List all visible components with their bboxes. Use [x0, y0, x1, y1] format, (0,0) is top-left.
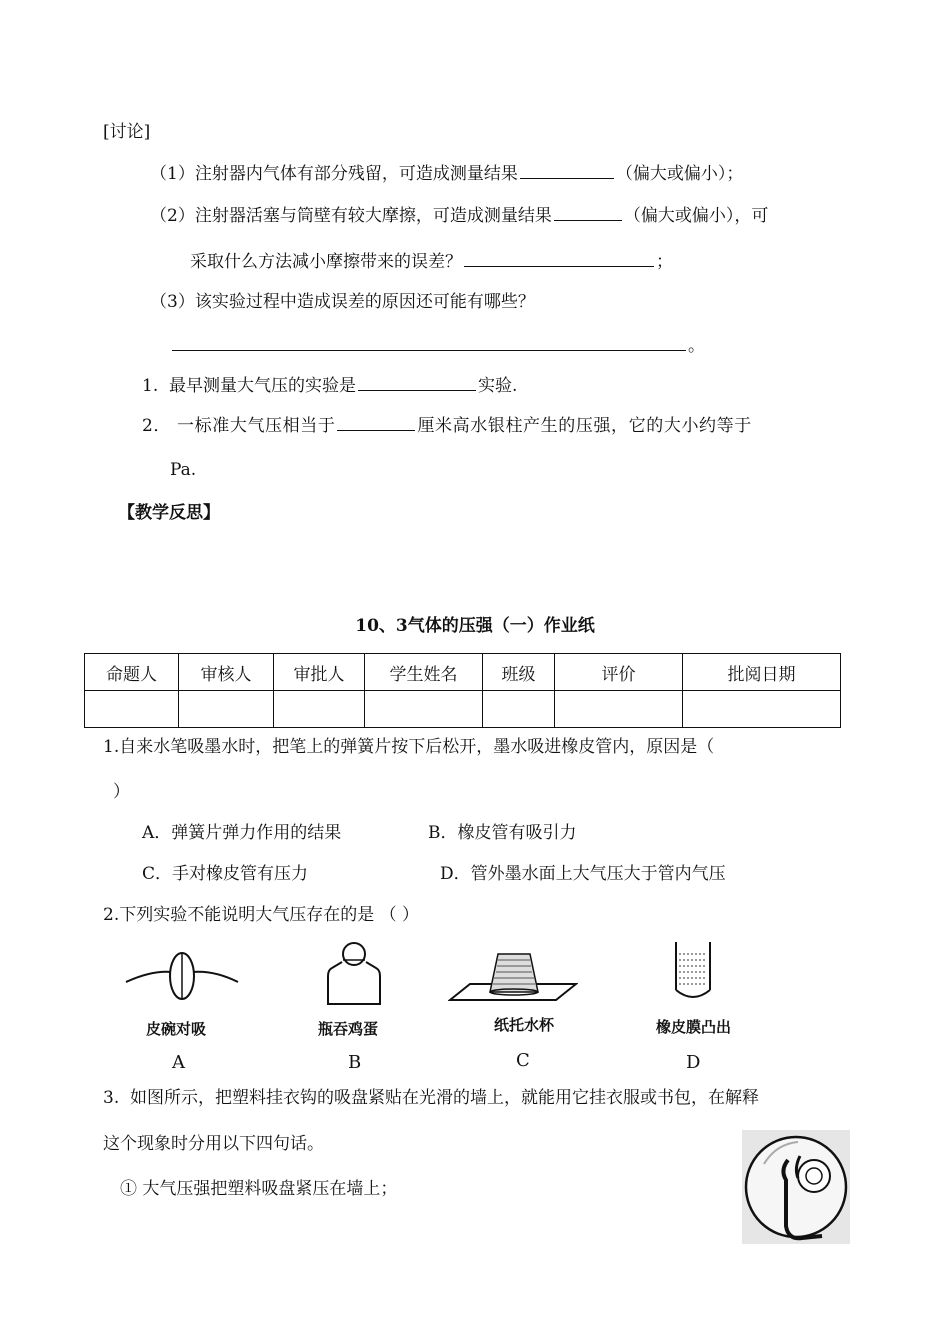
- fill-question-2: [142, 416, 752, 435]
- info-table: [84, 653, 841, 728]
- fill-question-1: [142, 376, 517, 395]
- question-text: 采取什么方法减小摩擦带来的误差？: [190, 252, 462, 272]
- question-text: 如图所示，把塑料挂衣钩的吸盘紧贴在光滑的墙上，就能用它挂衣服或书包，在解释: [130, 1088, 760, 1108]
- question-3-item-1: ① 大气压强把塑料吸盘紧压在墙上；: [120, 1179, 398, 1199]
- figure-caption: 瓶吞鸡蛋: [318, 1020, 379, 1038]
- figure-caption: 皮碗对吸: [146, 1020, 207, 1038]
- question-1: 1.自来水笔吸墨水时，把笔上的弹簧片按下后松开，墨水吸进橡皮管内，原因是（: [103, 737, 715, 757]
- discussion-question-3-answer: [170, 336, 705, 355]
- discussion-question-2-line2: [190, 252, 673, 271]
- question-3-line2: 这个现象时分用以下四句话。: [103, 1134, 324, 1154]
- question-tail: （偏大或偏小），可: [623, 206, 769, 226]
- table-cell[interactable]: [365, 691, 483, 728]
- question-text: （2）注射器活塞与筒壁有较大摩擦，可造成测量结果: [150, 206, 552, 226]
- table-row: [85, 691, 841, 728]
- figure-paper-cup: [448, 950, 578, 1006]
- question-mid: 厘米高水银柱产生的压强，它的大小约等于: [417, 416, 752, 436]
- reflection-heading: 【教学反思】: [118, 503, 220, 523]
- answer-blank[interactable]: [358, 376, 476, 391]
- answer-blank[interactable]: [464, 252, 654, 267]
- question-text: （1）注射器内气体有部分残留，可造成测量结果: [150, 164, 518, 184]
- question-tail: ；: [656, 252, 673, 272]
- table-cell[interactable]: [179, 691, 274, 728]
- answer-blank[interactable]: [520, 164, 614, 179]
- discussion-question-1: [150, 164, 743, 183]
- table-header-cell: 批阅日期: [683, 654, 841, 691]
- question-1-option-d[interactable]: D．管外墨水面上大气压大于管内气压: [440, 864, 726, 884]
- answer-blank[interactable]: [554, 206, 622, 221]
- figure-letter[interactable]: A: [172, 1052, 185, 1073]
- table-cell[interactable]: [555, 691, 683, 728]
- figure-letter[interactable]: B: [348, 1052, 362, 1073]
- figure-caption: 橡皮膜凸出: [656, 1018, 732, 1036]
- question-3: [103, 1090, 759, 1107]
- figure-bottle-egg: [320, 940, 390, 1010]
- table-cell[interactable]: [483, 691, 555, 728]
- table-header-cell: 审核人: [179, 654, 274, 691]
- homework-title: 10、3气体的压强（一）作业纸: [355, 616, 595, 636]
- table-header-cell: 班级: [483, 654, 555, 691]
- question-1-option-c[interactable]: C．手对橡皮管有压力: [142, 864, 309, 884]
- table-cell[interactable]: [274, 691, 365, 728]
- figure-letter[interactable]: C: [516, 1050, 530, 1071]
- question-number: 2．: [142, 416, 172, 436]
- figure-rubber-membrane: [668, 940, 718, 1006]
- question-tail: 实验.: [478, 376, 518, 396]
- answer-blank[interactable]: [172, 336, 686, 351]
- figure-suction-cups: [122, 950, 242, 1010]
- table-cell[interactable]: [683, 691, 841, 728]
- table-cell[interactable]: [85, 691, 179, 728]
- question-2: 2.下列实验不能说明大气压存在的是 （ ）: [103, 905, 420, 925]
- figure-suction-hook: [742, 1130, 850, 1244]
- table-header-row: [85, 654, 841, 691]
- table-header-cell: 评价: [555, 654, 683, 691]
- question-text: 最早测量大气压的实验是: [169, 376, 357, 396]
- figure-caption: 纸托水杯: [494, 1016, 555, 1034]
- table-header-cell: 命题人: [85, 654, 179, 691]
- question-1-close: ）: [113, 782, 130, 802]
- question-1-option-a[interactable]: A．弹簧片弹力作用的结果: [142, 823, 342, 843]
- answer-blank[interactable]: [337, 416, 415, 431]
- fill-question-2-line2: Pa.: [170, 460, 197, 480]
- question-text: 一标准大气压相当于: [177, 416, 336, 436]
- discussion-heading: [讨论]: [103, 122, 151, 142]
- question-number: 1.: [142, 376, 159, 396]
- table-header-cell: 学生姓名: [365, 654, 483, 691]
- question-tail: （偏大或偏小）；: [615, 164, 744, 184]
- figure-letter[interactable]: D: [686, 1052, 701, 1073]
- table-header-cell: 审批人: [274, 654, 365, 691]
- question-1-option-b[interactable]: B．橡皮管有吸引力: [428, 823, 577, 843]
- discussion-question-2: [150, 206, 768, 225]
- question-number: 3.: [103, 1088, 120, 1108]
- question-tail: 。: [688, 336, 705, 356]
- discussion-question-3: （3）该实验过程中造成误差的原因还可能有哪些？: [150, 292, 535, 312]
